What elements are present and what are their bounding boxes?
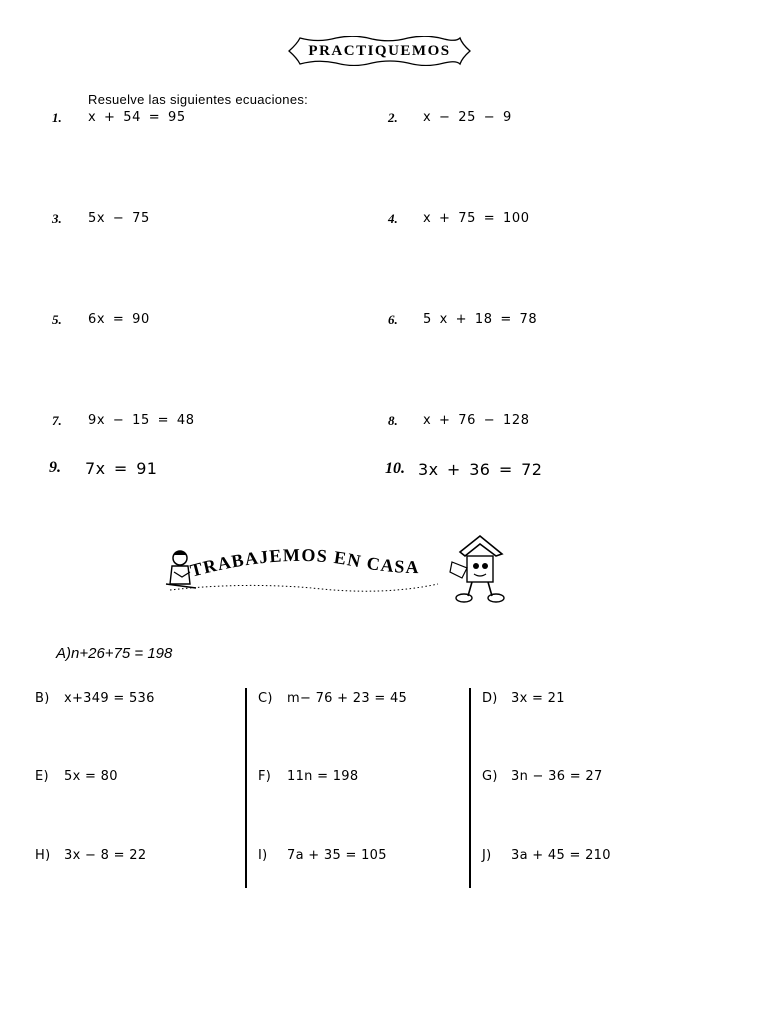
exercise-equation: 9x − 15 = 48 [88, 413, 195, 428]
homework-label: E) [35, 769, 49, 784]
homework-item [35, 769, 118, 784]
homework-equation: 3x = 21 [511, 691, 565, 706]
homework-item [258, 691, 407, 706]
exercise-equation: x + 76 − 128 [423, 413, 530, 428]
exercise-number: 2. [388, 110, 398, 125]
homework-item [482, 769, 603, 784]
homework-equation: 3a + 45 = 210 [511, 848, 611, 863]
homework-label: C) [258, 691, 273, 706]
homework-label: B) [35, 691, 50, 706]
homework-label: H) [35, 848, 51, 863]
exercise-number: 6. [388, 312, 398, 327]
homework-label: I) [258, 848, 268, 863]
homework-banner-title: TRABAJEMOS EN CASA [187, 544, 420, 581]
exercise-equation: x − 25 − 9 [423, 110, 512, 125]
exercise-equation: 7x = 91 [85, 459, 158, 478]
homework-label: D) [482, 691, 498, 706]
exercise-number: 3. [52, 211, 62, 226]
exercise-equation: 5x − 75 [88, 211, 150, 226]
exercise-number: 9. [49, 459, 61, 476]
homework-item [35, 848, 146, 863]
exercise-number: 7. [52, 413, 62, 428]
homework-equation: 11n = 198 [287, 769, 359, 784]
homework-equation: 7a + 35 = 105 [287, 848, 387, 863]
homework-item [258, 769, 358, 784]
exercise-number: 4. [388, 211, 398, 226]
exercise-equation: x + 75 = 100 [423, 211, 530, 226]
column-divider [245, 688, 247, 888]
instruction-text: Resuelve las siguientes ecuaciones: [88, 92, 309, 107]
exercise-number: 10. [385, 460, 405, 477]
exercise-equation: 5 x + 18 = 78 [423, 312, 538, 327]
svg-text:TRABAJEMOS EN CASA [188, 545, 420, 581]
exercise-equation: 3x + 36 = 72 [418, 460, 543, 479]
exercise-equation: 6x = 90 [88, 312, 150, 327]
homework-label: G) [482, 769, 498, 784]
homework-item [482, 691, 565, 706]
homework-equation: 3x − 8 = 22 [64, 848, 147, 863]
homework-item [258, 848, 387, 863]
homework-item-a: A)n+26+75 = 198 [56, 645, 173, 662]
house-character-icon [450, 536, 504, 602]
column-divider [469, 688, 471, 888]
exercise-number: 8. [388, 413, 398, 428]
homework-item [35, 691, 155, 706]
homework-equation: x+349 = 536 [64, 691, 155, 706]
homework-equation: 5x = 80 [64, 769, 118, 784]
exercise-number: 5. [52, 312, 62, 327]
homework-label: J) [482, 848, 492, 863]
trabajemos-en-casa-banner [162, 532, 520, 608]
exercise-number: 1. [52, 110, 62, 125]
banner-title: PRACTIQUEMOS [308, 43, 451, 59]
exercise-equation: x + 54 = 95 [88, 110, 186, 125]
homework-label: F) [258, 769, 272, 784]
practiquemos-banner [288, 36, 471, 66]
homework-equation: 3n − 36 = 27 [511, 769, 603, 784]
homework-equation: m− 76 + 23 = 45 [287, 691, 408, 706]
homework-item [482, 848, 611, 863]
